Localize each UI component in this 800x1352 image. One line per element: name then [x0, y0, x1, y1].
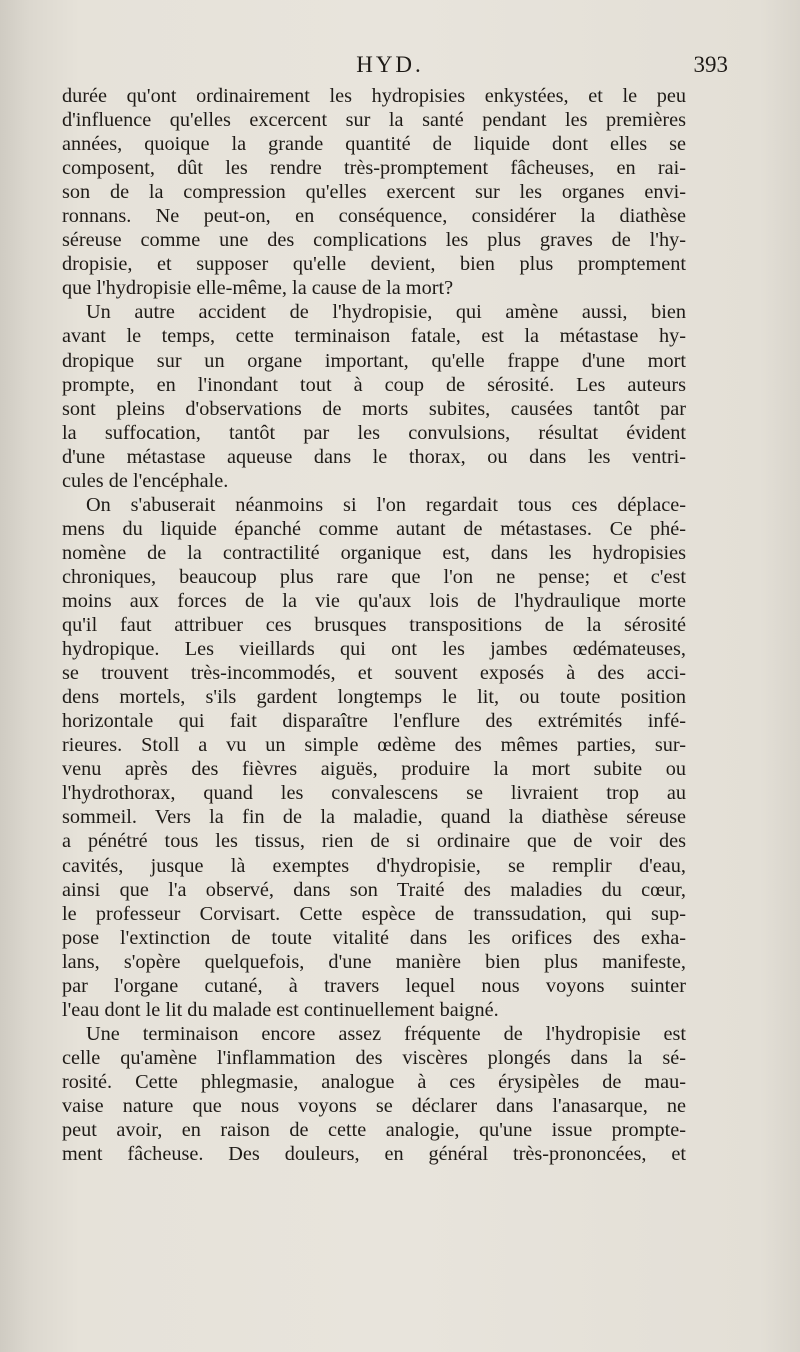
text-line: Un autre accident de l'hydropisie, qui amène aussi, bien: [86, 301, 686, 324]
text-line: chroniques, beaucoup plus rare que l'on ne pense; et c'est: [62, 565, 686, 588]
paragraph: [62, 300, 686, 492]
text-line: l'eau dont le lit du malade est continuellement baigné.: [62, 998, 499, 1021]
text-line: prompte, en l'inondant tout à coup de sérosité. Les auteurs: [62, 373, 686, 396]
text-line: qu'il faut attribuer ces brusques transpositions de la sérosité: [62, 614, 686, 637]
paragraph: [62, 84, 686, 300]
text-line: On s'abuserait néanmoins si l'on regardait tous ces déplace-: [86, 493, 686, 516]
text-line: d'une métastase aqueuse dans le thorax, ou dans les ventri-: [62, 445, 686, 468]
text-line: moins aux forces de la vie qu'aux lois de l'hydraulique morte: [62, 589, 686, 612]
running-head: HYD.: [356, 52, 424, 77]
text-line: mens du liquide épanché comme autant de métastases. Ce phé-: [62, 517, 686, 540]
text-line: se trouvent très-incommodés, et souvent exposés à des acci-: [62, 662, 686, 685]
text-line: d'influence qu'elles excercent sur la santé pendant les premières: [62, 109, 686, 132]
text-line: dens mortels, s'ils gardent longtemps le lit, ou toute position: [62, 686, 686, 709]
text-line: sont pleins d'observations de morts subites, causées tantôt par: [62, 397, 686, 420]
text-line: cavités, jusque là exemptes d'hydropisie, se remplir d'eau,: [62, 854, 686, 877]
text-line: années, quoique la grande quantité de liquide dont elles se: [62, 133, 686, 156]
page-header: [60, 52, 728, 82]
text-line: ment fâcheuse. Des douleurs, en général très-prononcées, et: [62, 1143, 686, 1166]
text-line: durée qu'ont ordinairement les hydropisies enkystées, et le peu: [62, 85, 686, 107]
text-line: ainsi que l'a observé, dans son Traité des maladies du cœur,: [62, 878, 686, 901]
text-line: dropisie, et supposer qu'elle devient, bien plus promptement: [62, 253, 686, 276]
text-line: peut avoir, en raison de cette analogie, qu'une issue prompte-: [62, 1119, 686, 1142]
text-line: le professeur Corvisart. Cette espèce de transsudation, qui sup-: [62, 902, 686, 925]
text-line: venu après des fièvres aiguës, produire la mort subite ou: [62, 758, 686, 781]
text-line: son de la compression qu'elles exercent sur les organes envi-: [62, 181, 686, 204]
text-line: nomène de la contractilité organique est, dans les hydropisies: [62, 541, 686, 564]
text-line: avant le temps, cette terminaison fatale, est la métastase hy-: [62, 325, 686, 348]
text-line: séreuse comme une des complications les plus graves de l'hy-: [62, 229, 686, 252]
body-text: [62, 84, 686, 1166]
text-line: rosité. Cette phlegmasie, analogue à ces érysipèles de mau-: [62, 1070, 686, 1093]
text-line: celle qu'amène l'inflammation des viscères plongés dans la sé-: [62, 1046, 686, 1069]
paragraph: [62, 493, 686, 1022]
text-line: l'hydrothorax, quand les convalescens se livraient trop au: [62, 782, 686, 805]
text-line: que l'hydropisie elle-même, la cause de la mort?: [62, 277, 454, 300]
text-line: a pénétré tous les tissus, rien de si ordinaire que de voir des: [62, 830, 686, 853]
text-line: vaise nature que nous voyons se déclarer dans l'anasarque, ne: [62, 1094, 686, 1117]
text-line: cules de l'encéphale.: [62, 469, 229, 492]
text-line: lans, s'opère quelquefois, d'une manière bien plus manifeste,: [62, 950, 686, 973]
text-line: par l'organe cutané, à travers lequel nous voyons suinter: [62, 974, 686, 997]
text-line: composent, dût les rendre très-promptement fâcheuses, en rai-: [62, 157, 686, 180]
text-line: sommeil. Vers la fin de la maladie, quand la diathèse séreuse: [62, 806, 686, 829]
page-number: 393: [693, 52, 728, 77]
text-line: horizontale qui fait disparaître l'enflure des extrémités infé-: [62, 710, 686, 733]
paragraph: [62, 1022, 686, 1166]
text-line: hydropique. Les vieillards qui ont les jambes œdémateuses,: [62, 638, 686, 661]
text-line: ronnans. Ne peut-on, en conséquence, considérer la diathèse: [62, 205, 686, 228]
text-line: pose l'extinction de toute vitalité dans les orifices des exha-: [62, 926, 686, 949]
text-line: Une terminaison encore assez fréquente de l'hydropisie est: [86, 1022, 686, 1045]
text-line: la suffocation, tantôt par les convulsions, résultat évident: [62, 421, 686, 444]
text-line: dropique sur un organe important, qu'elle frappe d'une mort: [62, 349, 686, 372]
text-line: rieures. Stoll a vu un simple œdème des mêmes parties, sur-: [62, 734, 686, 757]
